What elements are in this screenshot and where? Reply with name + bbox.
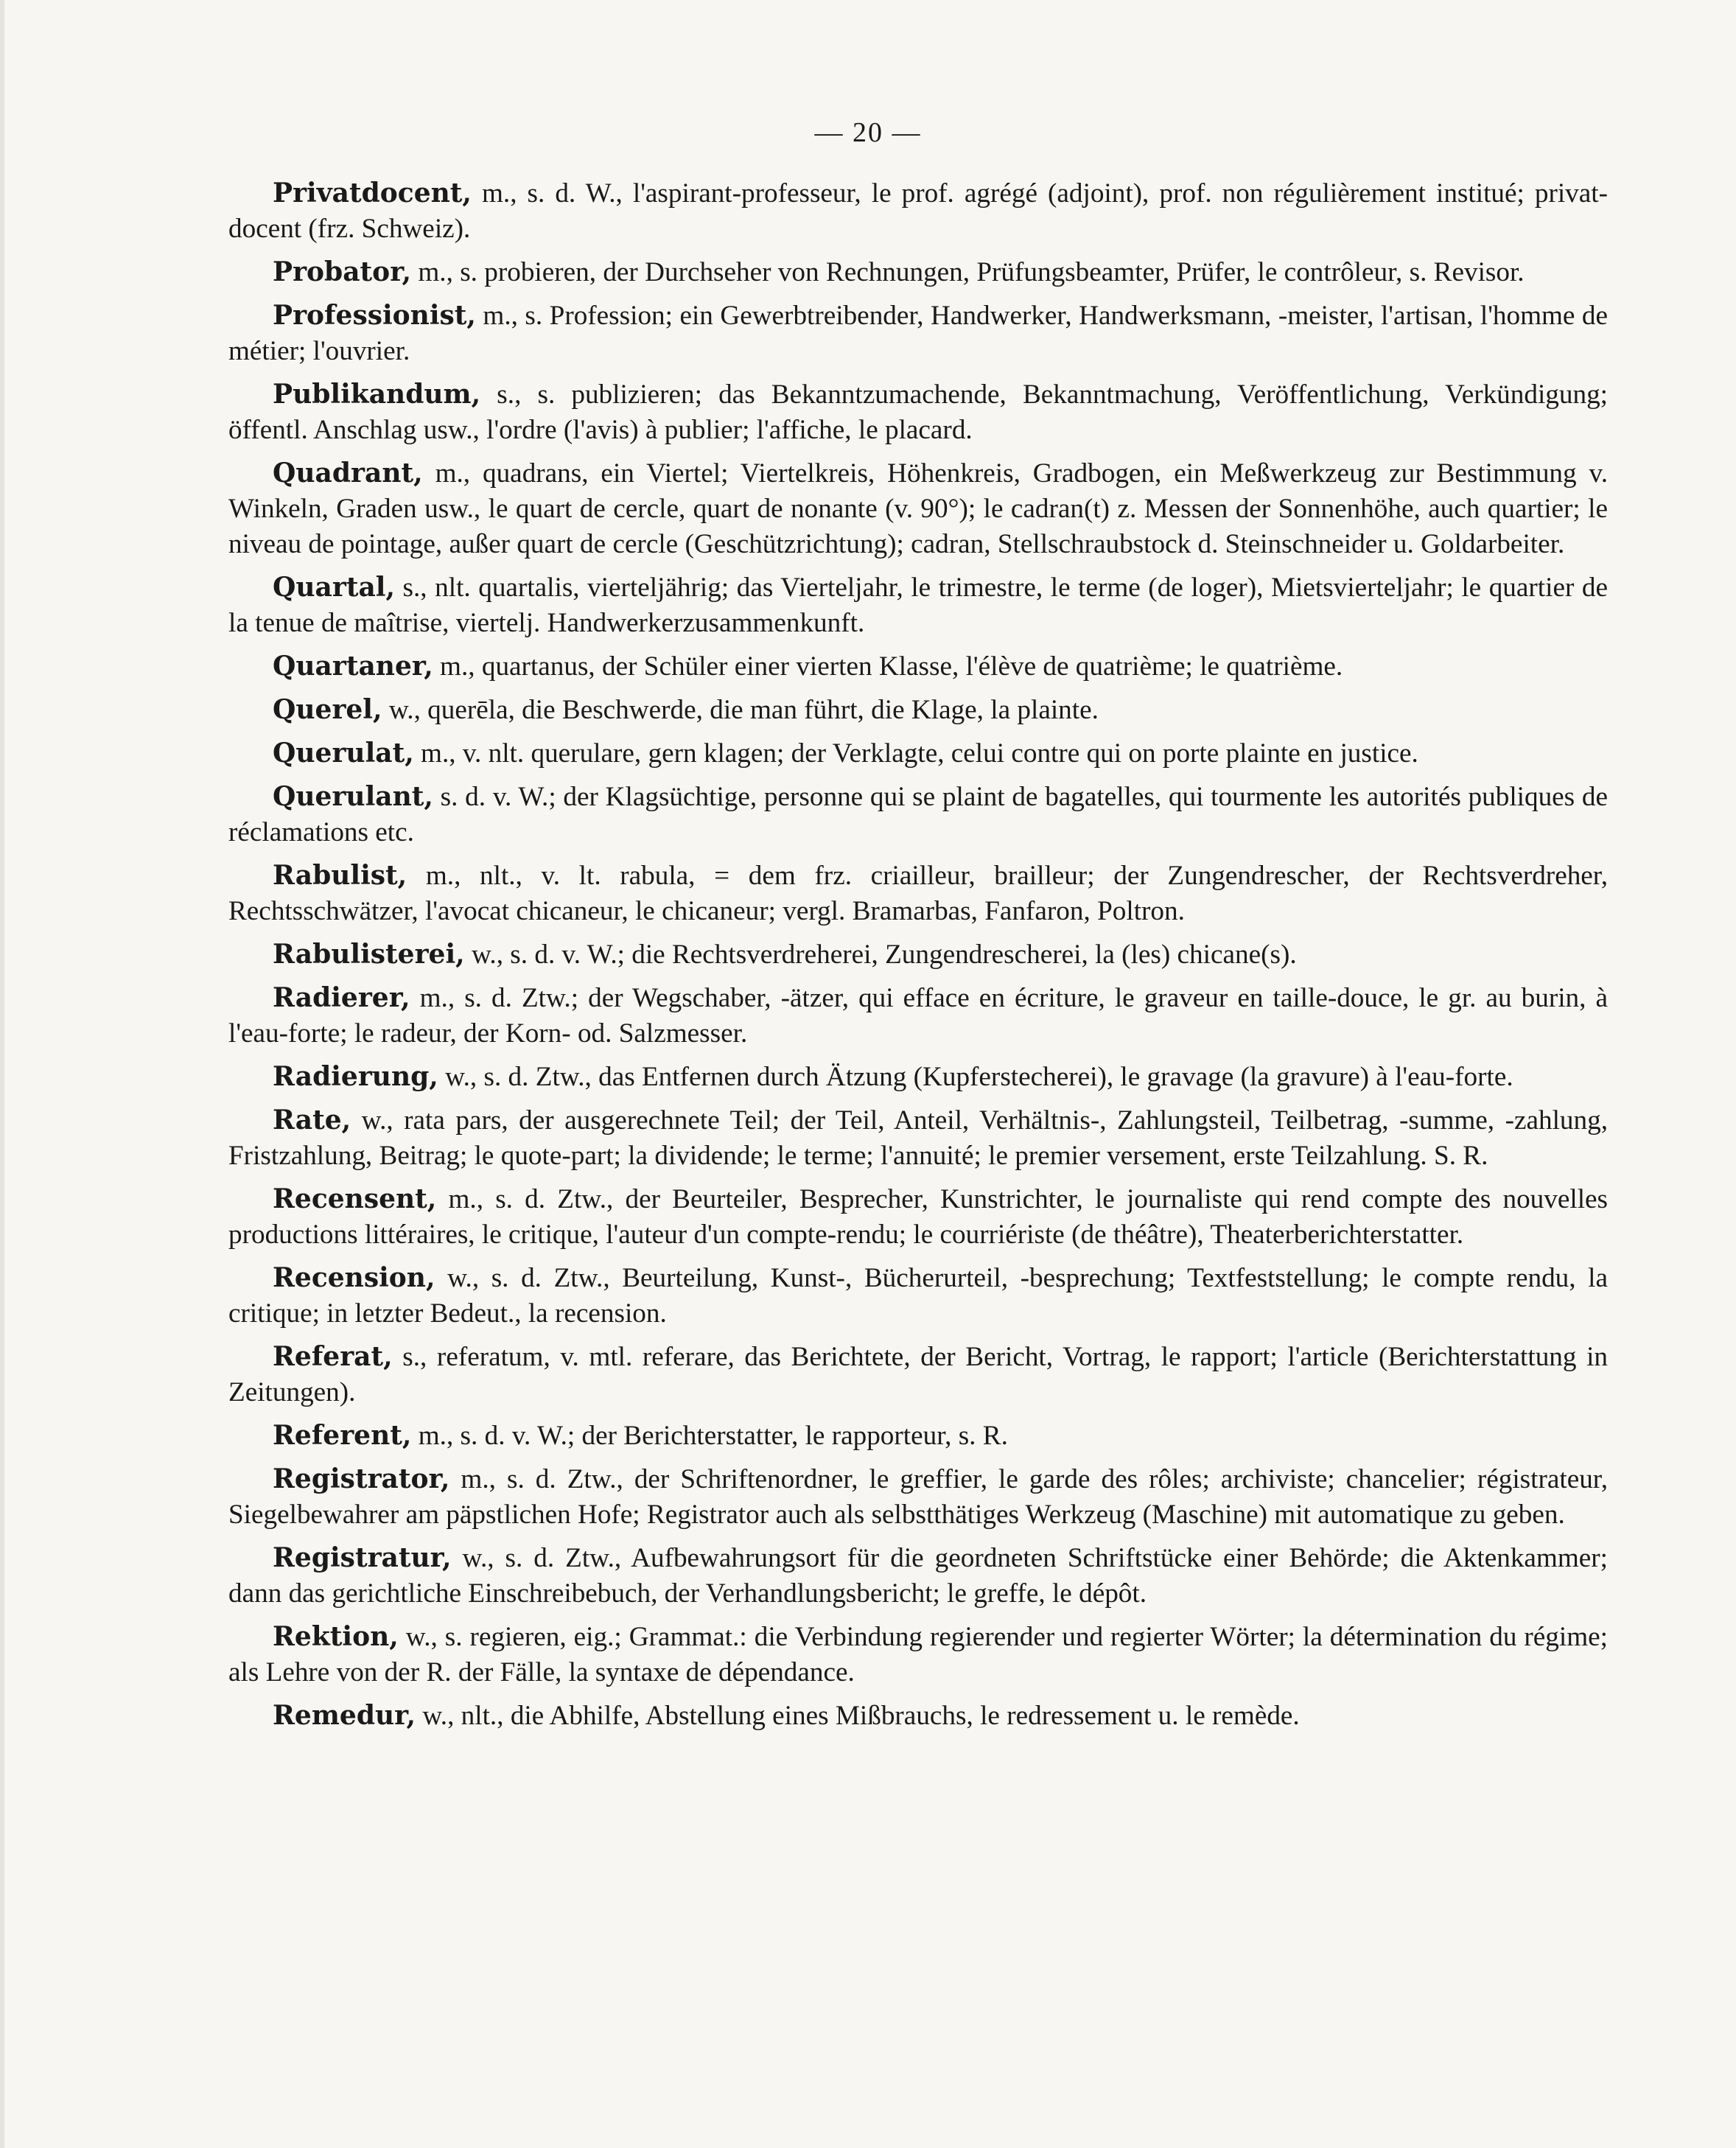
dictionary-entry: [228, 1339, 1608, 1410]
entry-definition: m., s. probieren, der Durchseher von Rechnungen, Prüfungsbeamter, Prüfer, le contrôleur, s. Revisor.: [411, 257, 1525, 287]
entry-headword: Professionist,: [273, 300, 476, 331]
dictionary-entry: [228, 1461, 1608, 1533]
entry-definition: w., nlt., die Abhilfe, Abstellung eines Mißbrauchs, le redressement u. le remède.: [416, 1701, 1300, 1731]
entry-headword: Querel,: [273, 694, 382, 725]
entry-headword: Referent,: [273, 1420, 412, 1451]
entry-definition: m., v. nlt. querulare, gern klagen; der Verklagte, celui contre qui on porte plainte en justice.: [413, 738, 1418, 769]
entry-headword: Quartal,: [273, 572, 395, 603]
dictionary-entry: [228, 937, 1608, 973]
dictionary-entry: [228, 1698, 1608, 1734]
entry-definition: m., nlt., v. lt. rabula, = dem frz. criailleur, brailleur; der Zungendrescher, der Rechtsverdreher, Rechtsschwätzer, l'avocat chicaneur, le chicaneur; vergl. Bramarbas, Fanfaron, Poltron.: [228, 861, 1608, 926]
entry-headword: Radierer,: [273, 982, 410, 1013]
dictionary-entry: [228, 455, 1608, 562]
entry-definition: w., querēla, die Beschwerde, die man führt, die Klage, la plainte.: [382, 695, 1099, 725]
dictionary-entry: [228, 570, 1608, 641]
entry-headword: Rabulist,: [273, 860, 407, 891]
entry-headword: Registratur,: [273, 1542, 452, 1573]
entry-definition: m., s. d. Ztw., der Beurteiler, Besprecher, Kunstrichter, le journaliste qui rend compte des nouvelles productions littéraires, le critique, l'auteur d'un compte-rendu; le courriériste (de théâtre), Theaterberichterstatter.: [228, 1184, 1608, 1250]
dictionary-entry: [228, 779, 1608, 850]
entry-headword: Querulant,: [273, 781, 433, 812]
entry-definition: m., s. d. W., l'aspirant-professeur, le prof. agrégé (adjoint), prof. non régulièrement institué; privat-docent (frz. Schweiz).: [228, 178, 1608, 244]
entry-definition: w., s. d. Ztw., Beurteilung, Kunst-, Bücherurteil, -besprechung; Textfeststellung; le compte rendu, la critique; in letzter Bedeut., la recension.: [228, 1263, 1608, 1329]
entry-headword: Registrator,: [273, 1463, 450, 1494]
entry-headword: Privatdocent,: [273, 178, 472, 209]
dictionary-entry: [228, 735, 1608, 772]
entry-headword: Radierung,: [273, 1061, 438, 1092]
entry-headword: Probator,: [273, 256, 412, 287]
entry-headword: Recension,: [273, 1262, 435, 1293]
page-number: — 20 —: [814, 117, 922, 148]
entry-headword: Recensent,: [273, 1183, 437, 1214]
entry-headword: Quadrant,: [273, 458, 423, 489]
entry-headword: Rektion,: [273, 1621, 399, 1652]
entry-definition: m., s. d. Ztw., der Schriftenordner, le greffier, le garde des rôles; archiviste; chancelier; régistrateur, Siegelbewahrer am päpstlichen Hofe; Registrator auch als selbstthätiges Werkzeug (Maschine) mit automatique zu geben.: [228, 1464, 1608, 1530]
dictionary-entry: [228, 1181, 1608, 1253]
entry-definition: w., s. regieren, eig.; Grammat.: die Verbindung regierender und regierter Wörter; la détermination du régime; als Lehre von der R. der Fälle, la syntaxe de dépendance.: [228, 1622, 1608, 1687]
entry-headword: Referat,: [273, 1341, 393, 1372]
dictionary-entry: [228, 377, 1608, 448]
dictionary-entry: [228, 1059, 1608, 1095]
entry-headword: Remedur,: [273, 1700, 416, 1731]
dictionary-entry: [228, 858, 1608, 929]
entry-definition: m., s. d. v. W.; der Berichterstatter, le rapporteur, s. R.: [411, 1421, 1008, 1451]
dictionary-entry: [228, 1260, 1608, 1332]
dictionary-entry: [228, 1102, 1608, 1174]
entry-definition: m., s. Profession; ein Gewerbtreibender, Handwerker, Handwerksmann, -meister, l'artisan, l'homme de métier; l'ouvrier.: [228, 301, 1608, 366]
dictionary-entry: [228, 648, 1608, 685]
entry-headword: Rate,: [273, 1105, 351, 1136]
entry-headword: Quartaner,: [273, 651, 433, 682]
entry-headword: Querulat,: [273, 738, 414, 769]
entry-definition: w., s. d. Ztw., Aufbewahrungsort für die geordneten Schriftstücke einer Behörde; die Aktenkammer; dann das gerichtliche Einschreibebuch, der Verhandlungsbericht; le greffe, le dépôt.: [228, 1543, 1608, 1609]
dictionary-entry: [228, 1619, 1608, 1690]
entry-definition: m., quadrans, ein Viertel; Viertelkreis, Höhenkreis, Gradbogen, ein Meßwerkzeug zur Bestimmung v. Winkeln, Graden usw., le quart de cercle, quart de nonante (v. 90°); le cadran(t) z. Messen der Sonnenhöhe, auch quartier; le niveau de pointage, außer quart de cercle (Geschützrichtung); cadran, Stellschraubstock d. Steinschneider u. Goldarbeiter.: [228, 458, 1608, 559]
entry-headword: Rabulisterei,: [273, 939, 465, 970]
dictionary-entry: [228, 1540, 1608, 1612]
dictionary-entry: [228, 175, 1608, 247]
entry-definition: w., rata pars, der ausgerechnete Teil; der Teil, Anteil, Verhältnis-, Zahlungsteil, Teilbetrag, -summe, -zahlung, Fristzahlung, Beitrag; le quote-part; la dividende; le terme; l'annuité; le premier versement, erste Teilzahlung. S. R.: [228, 1105, 1608, 1171]
entry-headword: Publikandum,: [273, 379, 481, 410]
entry-definition: s., nlt. quartalis, vierteljährig; das Vierteljahr, le trimestre, le terme (de loger), Mietsvierteljahr; le quartier de la tenue de maîtrise, viertelj. Handwerkerzusammenkunft.: [228, 573, 1608, 638]
entry-definition: m., s. d. Ztw.; der Wegschaber, -ätzer, qui efface en écriture, le graveur en taille-douce, le gr. au burin, à l'eau-forte; le radeur, der Korn- od. Salzmesser.: [228, 983, 1608, 1049]
entry-definition: s., referatum, v. mtl. referare, das Berichtete, der Bericht, Vortrag, le rapport; l'article (Berichterstattung in Zeitungen).: [228, 1342, 1608, 1407]
entry-definition: s. d. v. W.; der Klagsüchtige, personne qui se plaint de bagatelles, qui tourmente les autorités publiques de réclamations etc.: [228, 782, 1608, 847]
dictionary-entry: [228, 254, 1608, 290]
entry-definition: w., s. d. Ztw., das Entfernen durch Ätzung (Kupferstecherei), le gravage (la gravure) à l'eau-forte.: [438, 1062, 1513, 1092]
dictionary-entry: [228, 980, 1608, 1052]
dictionary-entry: [228, 298, 1608, 369]
dictionary-entry: [228, 692, 1608, 728]
entry-definition: s., s. publizieren; das Bekanntzumachende, Bekanntmachung, Veröffentlichung, Verkündigung; öffentl. Anschlag usw., l'ordre (l'avis) à publier; l'affiche, le placard.: [228, 379, 1608, 445]
entry-definition: w., s. d. v. W.; die Rechtsverdreherei, Zungendrescherei, la (les) chicane(s).: [464, 940, 1297, 970]
dictionary-entries: [228, 175, 1608, 1741]
dictionary-entry: [228, 1418, 1608, 1454]
entry-definition: m., quartanus, der Schüler einer vierten Klasse, l'élève de quatrième; le quatrième.: [433, 651, 1343, 682]
